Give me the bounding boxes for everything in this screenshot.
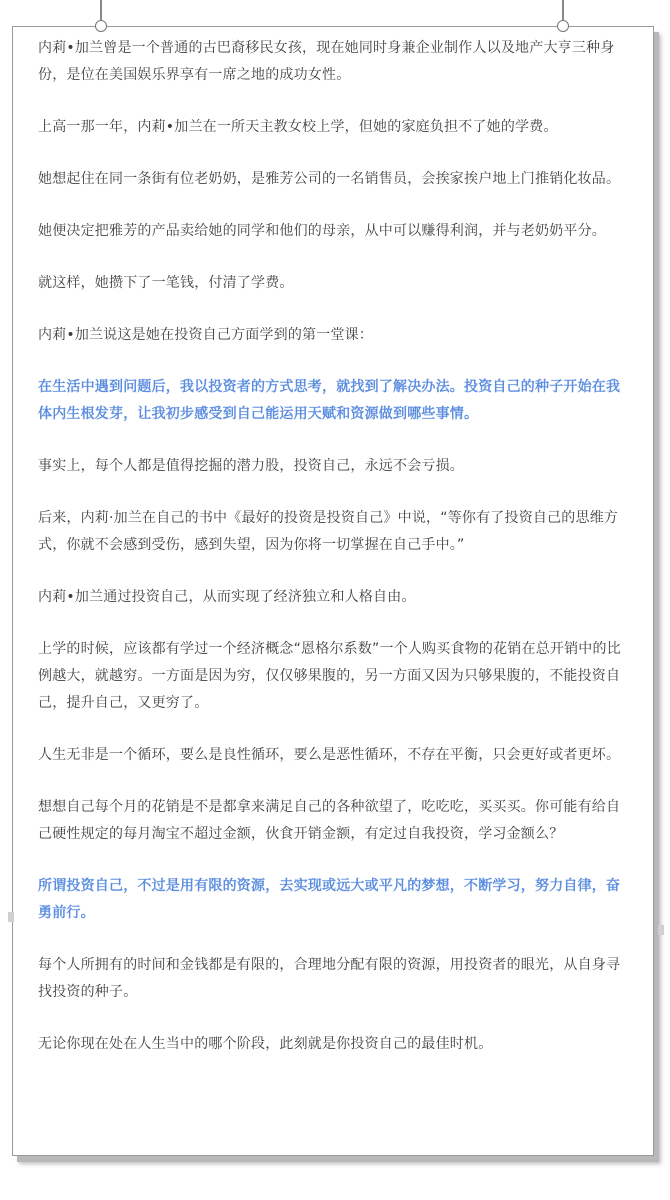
paragraph: 后来，内莉·加兰在自己的书中《最好的投资是投资自己》中说，“等你有了投资自己的思维方式，你就不会感到受伤，感到失望，因为你将一切掌握在自己手中。” [38, 510, 619, 553]
paragraph: 上学的时候，应该都有学过一个经济概念“恩格尔系数”一个人购买食物的花销在总开销中的比例越大，就越穷。一方面是因为穷，仅仅够果腹的，另一方面又因为只够果腹的，不能投资自己，提升自己，又更穷了。 [38, 641, 621, 711]
hanger-string-right [562, 0, 564, 22]
article-body [38, 35, 628, 1083]
hanger-string-left [100, 0, 102, 22]
highlighted-quote: 在生活中遇到问题后，我以投资者的方式思考，就找到了解决办法。投资自己的种子开始在我体内生根发芽，让我初步感受到自己能运用天赋和资源做到哪些事情。 [38, 379, 621, 422]
paragraph: 无论你现在处在人生当中的哪个阶段，此刻就是你投资自己的最佳时机。 [38, 1036, 493, 1052]
paragraph: 想想自己每个月的花销是不是都拿来满足自己的各种欲望了，吃吃吃，买买买。你可能有给自己硬性规定的每月淘宝不超过金额，伙食开销金额，有定过自我投资，学习金额么？ [38, 799, 621, 842]
paragraph: 人生无非是一个循环，要么是良性循环，要么是恶性循环，不存在平衡，只会更好或者更坏。 [38, 747, 621, 763]
paragraph: 每个人所拥有的时间和金钱都是有限的，合理地分配有限的资源，用投资者的眼光，从自身寻找投资的种子。 [38, 957, 621, 1000]
paragraph: 她想起住在同一条街有位老奶奶，是雅芳公司的一名销售员，会挨家挨户地上门推销化妆品。 [38, 171, 621, 187]
paragraph: 内莉•加兰通过投资自己，从而实现了经济独立和人格自由。 [38, 589, 416, 605]
highlighted-quote: 所谓投资自己，不过是用有限的资源，去实现或远大或平凡的梦想，不断学习，努力自律，奋勇前行。 [38, 878, 621, 921]
card-edge-mark-left [8, 912, 14, 922]
paragraph: 就这样，她攒下了一笔钱，付清了学费。 [38, 275, 294, 291]
paragraph: 她便决定把雅芳的产品卖给她的同学和他们的母亲，从中可以赚得利润，并与老奶奶平分。 [38, 223, 606, 239]
paragraph: 事实上，每个人都是值得挖掘的潜力股，投资自己，永远不会亏损。 [38, 458, 464, 474]
hanger-ring-left [95, 20, 107, 32]
paragraph: 内莉•加兰说这是她在投资自己方面学到的第一堂课： [38, 327, 374, 343]
paragraph: 内莉•加兰曾是一个普通的古巴裔移民女孩，现在她同时身兼企业制作人以及地产大亨三种身份，是位在美国娱乐界享有一席之地的成功女性。 [38, 40, 615, 83]
hanger-ring-right [557, 20, 569, 32]
paragraph: 上高一那一年，内莉•加兰在一所天主教女校上学，但她的家庭负担不了她的学费。 [38, 119, 558, 135]
card-edge-mark-right [658, 925, 664, 935]
